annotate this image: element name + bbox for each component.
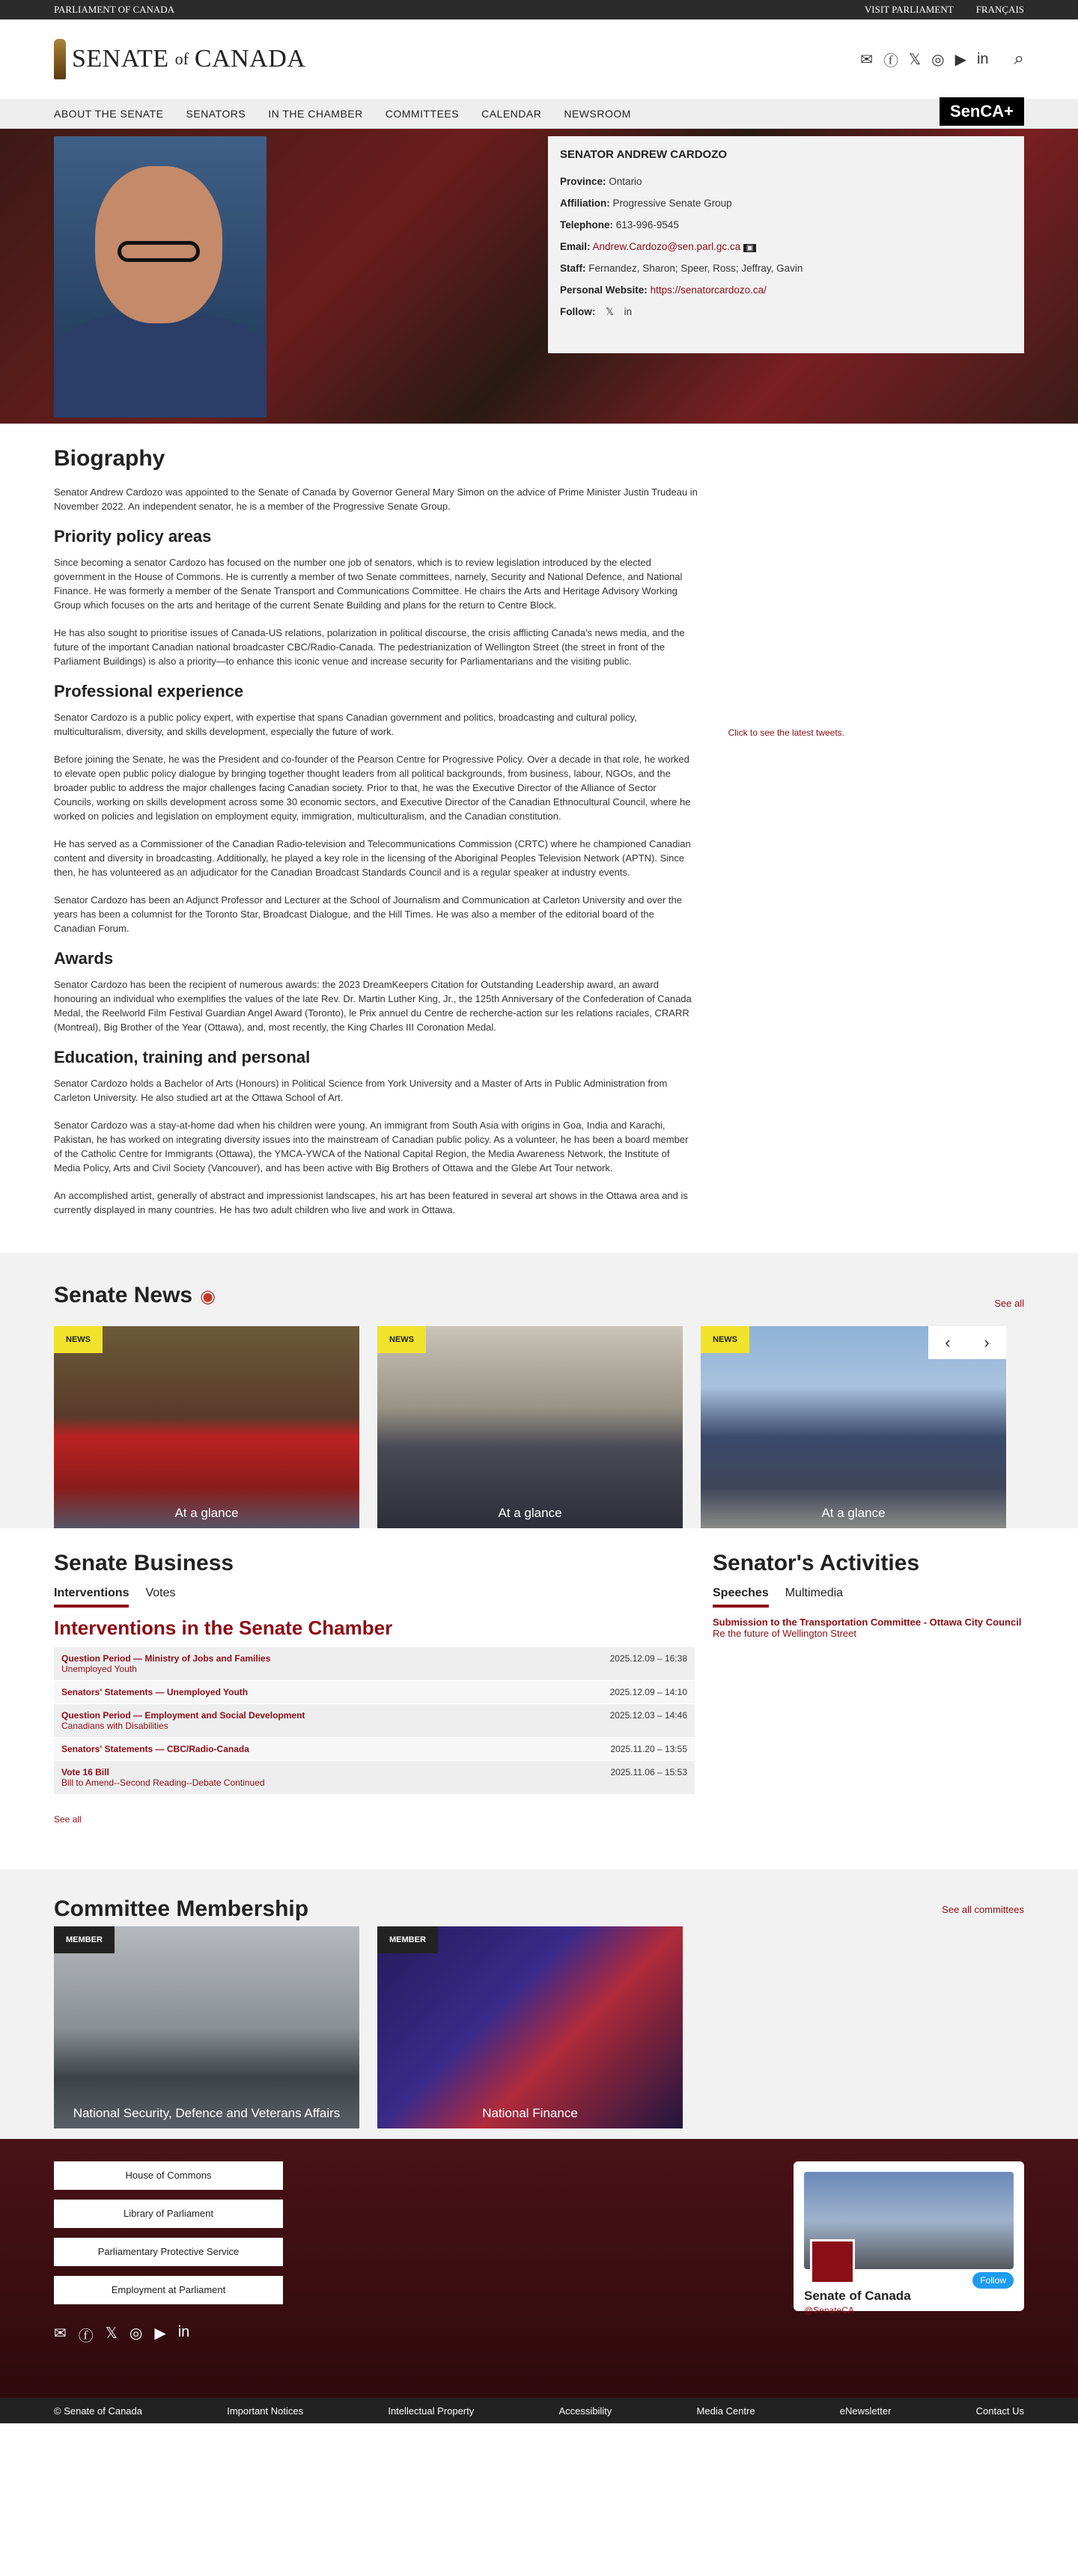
x-icon[interactable]: 𝕏 — [105, 2325, 118, 2342]
interventions-see-all[interactable]: See all — [54, 1814, 82, 1825]
table-row: Senators' Statements — CBC/Radio-Canada 2025.11.20 – 13:55 — [54, 1738, 695, 1761]
x-icon[interactable]: 𝕏 — [909, 51, 922, 68]
linkedin-icon[interactable]: in — [976, 50, 989, 67]
news-card[interactable]: NEWS At a glance ‹ › — [701, 1326, 1006, 1528]
table-row: Senators' Statements — Unemployed Youth 2025.12.09 – 14:10 — [54, 1681, 695, 1704]
activity-link[interactable]: Submission to the Transportation Committee - Ottawa City Council — [713, 1617, 1022, 1628]
search-icon[interactable]: ⌕ — [1014, 49, 1024, 69]
youtube-icon[interactable]: ▶ — [154, 2325, 166, 2342]
visit-parliament-link[interactable]: VISIT PARLIAMENT — [864, 4, 954, 15]
senator-info-card: SENATOR ANDREW CARDOZO Province: Ontario Affiliation: Progressive Senate Group Telephone: 613-996-9545 Email: Andrew.Cardozo@sen.parl.gc.ca ▣ Staff: Fernandez, Sharon; Speer, Ross; Jeffray, Gavin Personal Website: https://senatorcardozo.ca/ Follow: 𝕏 in — [548, 136, 1024, 353]
chevron-left-icon[interactable]: ‹ — [928, 1326, 967, 1359]
language-toggle[interactable]: FRANÇAIS — [975, 4, 1024, 15]
table-row: Question Period — Ministry of Jobs and Families Unemployed Youth 2025.12.09 – 16:38 — [54, 1647, 695, 1681]
province: Ontario — [609, 176, 642, 187]
news-see-all[interactable]: See all — [994, 1298, 1024, 1309]
chevron-right-icon[interactable]: › — [967, 1326, 1006, 1359]
senator-name: SENATOR ANDREW CARDOZO — [560, 148, 728, 161]
footer-ip[interactable]: Intellectual Property — [388, 2405, 475, 2417]
tab-multimedia[interactable]: Multimedia — [785, 1587, 844, 1599]
youtube-icon[interactable]: ▶ — [954, 51, 966, 68]
nav-committees[interactable]: COMMITTEES — [385, 108, 460, 120]
tab-interventions[interactable]: Interventions — [54, 1587, 129, 1608]
top-bar — [0, 0, 1078, 19]
tab-speeches[interactable]: Speeches — [713, 1587, 769, 1608]
footer-media[interactable]: Media Centre — [696, 2405, 755, 2417]
x-icon[interactable]: 𝕏 — [606, 306, 614, 317]
nav-chamber[interactable]: IN THE CHAMBER — [268, 108, 363, 120]
senate-avatar — [810, 2239, 855, 2284]
senate-business: Senate Business Interventions Votes Interventions in the Senate Chamber Question Period — Ministry of Jobs and Families Unemployed Youth 2025.12.09 – 16:38 Senators' Statements — Unemployed Youth 2025.12.09 – 14:10 Question Period — Employment and Social Development Canadians with Disabilities 2025.12.03 – 14:46 Senators' Statements — CBC/Radio-Canada 2025.11.20 – 13:55 Vote 16 Bill Bill to Amend--Second Reading--Debate Continued 2025.11.06 – 15:53 See all — [54, 1551, 695, 1825]
table-row: Question Period — Employment and Social Development Canadians with Disabilities 2025.12.03 – 14:46 — [54, 1704, 695, 1738]
news-title: Senate News — [54, 1283, 193, 1307]
footer-link-library[interactable]: Library of Parliament — [54, 2200, 283, 2228]
rss-icon[interactable]: ◉ — [200, 1287, 216, 1307]
website-link[interactable]: https://senatorcardozo.ca/ — [650, 284, 767, 296]
nav-senators[interactable]: SENATORS — [186, 108, 246, 120]
biography: Biography Senator Andrew Cardozo was appointed to the Senate of Canada by Governor General Mary Simon on the advice of Prime Minister Justin Trudeau in November 2022. An independent senator, he is a member of the Progressive Senate Group. Priority policy areas Since becoming a senator Cardozo has focused on the number one job of senators, which is to review legislation introduced by the elected government in the House of Commons. He is currently a member of two Senate committees, namely, Security and National Defence, and National Finance. He was formerly a member of the Senate Transport and Communications Committee. He chairs the Arts and Heritage Advisory Working Group which focuses on the arts and heritage of the current Senate Building and plans for the return to Centre Block. He has also sought to prioritise issues of Canada-US relations, polarization in political discourse, the crisis afflicting Canada's news media, and the future of the important Canadian national broadcaster CBC/Radio-Canada. The pedestrianization of Wellington Street (the street in front of the Parliament Buildings) is also a priority—to enhance this iconic venue and increase security for Parliamentarians and the visiting public. Professional experience Senator Cardozo is a public policy expert, with expertise that spans Canadian government and politics, broadcasting and cultural policy, multiculturalism, diversity, and skills development, especially the future of work. Before joining the Senate, he was the President and co-founder of the Pearson Centre for Progressive Policy. Over a decade in that role, he worked to elevate open public policy dialogue by bringing together thought leaders from all political backgrounds, from business, labour, NGOs, and the broader public to address the major challenges facing Canadian society. Prior to that, he was the Executive Director of the Alliance of Sector Councils, working on skills development across some 30 economic sectors, and Executive Director of the Canadian Ethnocultural Council, where he worked on policies and legislation on employment equity, immigration, multiculturalism, and the Canadian constitution. He has served as a Commissioner of the Canadian Radio-television and Telecommunications Commission (CRTC) where he championed Canadian content and diversity in broadcasting. Additionally, he played a key role in the licensing of the Aboriginal Peoples Television Network (APTN). Since then, he has volunteered as an adjudicator for the Canadian Broadcast Standards Council and is a regular speaker at industry events. Senator Cardozo has been an Adjunct Professor and Lecturer at the School of Journalism and Communication at Carleton University and over the years has been a columnist for the Toronto Star, Broadcast Dialogue, and the Hill Times. He was also a member of the editorial board of the Canadian Forum. Awards Senator Cardozo has been the recipient of numerous awards: the 2023 DreamKeepers Citation for Outstanding Leadership award, an award honouring an individual who exemplifies the values of the late Rev. Dr. Martin Luther King, Jr., the 125th Anniversary of the Confederation of Canada Medal, the Reelworld Film Festival Guardian Angel Award (Toronto), le Prix annuel du Centre de recherche-action sur les relations raciales, CRARR (Montreal), Big Brother of the Year (Ottawa), and, most recently, the King Charles III Coronation Medal. Education, training and personal Senator Cardozo holds a Bachelor of Arts (Honours) in Political Science from York University and a Master of Arts in Public Administration from Carleton University. He also studied art at the Ottawa School of Art. Senator Cardozo was a stay-at-home dad when his children were young. An immigrant from South Asia with origins in Goa, India and Karachi, Pakistan, he has worked on integrating diversity issues into the mainstream of Canadian public policy. As a volunteer, he has been a board member of the Catholic Centre for Immigrants (Ottawa), the YMCA-YWCA of the National Capital Region, the Media Awareness Network, the Institute of Media Policy, Arts and Civil Society (Vancouver), and has been active with Big Brothers of Ottawa and the Glebe Art Tour network. An accomplished artist, generally of abstract and impressionist landscapes, his art has been featured in several art shows in the Ottawa area and is currently displayed in many countries. He has two adult children who live and work in Ottawa. — [54, 446, 698, 1215]
facebook-icon[interactable]: ⓕ — [883, 52, 898, 70]
news-card[interactable]: NEWS At a glance — [54, 1326, 359, 1528]
senate-logo[interactable]: SENATE of CANADA — [54, 39, 305, 79]
footer-link-house-of-commons[interactable]: House of Commons — [54, 2161, 283, 2190]
footer-link-protective-service[interactable]: Parliamentary Protective Service — [54, 2238, 283, 2266]
nav-newsroom[interactable]: NEWSROOM — [564, 108, 631, 120]
site-header — [0, 19, 1078, 99]
activity-link[interactable]: Re the future of Wellington Street — [713, 1628, 856, 1639]
parliament-label: PARLIAMENT OF CANADA — [54, 4, 175, 15]
latest-tweets-link[interactable]: Click to see the latest tweets. — [728, 727, 844, 738]
news-card[interactable]: NEWS At a glance — [377, 1326, 683, 1528]
instagram-icon[interactable]: ◎ — [931, 51, 945, 68]
instagram-icon[interactable]: ◎ — [129, 2325, 143, 2342]
footer-notices[interactable]: Important Notices — [227, 2405, 304, 2417]
senate-news — [0, 1253, 1078, 1528]
committees-see-all[interactable]: See all committees — [942, 1904, 1024, 1915]
footer-newsletter[interactable]: eNewsletter — [839, 2405, 892, 2417]
vcard-icon[interactable]: ▣ — [743, 244, 756, 252]
email-icon[interactable]: ✉ — [54, 2325, 67, 2342]
mace-icon — [54, 39, 66, 79]
committee-card[interactable]: MEMBER National Security, Defence and Veterans Affairs — [54, 1926, 359, 2128]
facebook-icon[interactable]: ⓕ — [78, 2328, 94, 2345]
follow-button[interactable]: Follow — [972, 2272, 1014, 2289]
footer-link-employment[interactable]: Employment at Parliament — [54, 2276, 283, 2304]
email-icon[interactable]: ✉ — [860, 51, 873, 68]
affiliation: Progressive Senate Group — [612, 198, 732, 209]
email-link[interactable]: Andrew.Cardozo@sen.parl.gc.ca — [592, 241, 741, 252]
telephone: 613-996-9545 — [615, 219, 679, 231]
committee-membership: Committee Membership See all committees MEMBER National Security, Defence and Veterans Affairs MEMBER National Finance — [0, 1870, 1078, 2139]
senator-hero — [0, 129, 1078, 424]
nav-about[interactable]: ABOUT THE SENATE — [54, 108, 164, 120]
senator-portrait — [54, 136, 267, 418]
linkedin-icon[interactable]: in — [624, 306, 633, 317]
site-footer: House of Commons Library of Parliament Parliamentary Protective Service Employment at Parliament ✉ ⓕ 𝕏 ◎ ▶ in Follow Senate of Canada @SenateCA © Senate of Canada Important Notices Intellectual Property Accessibility Media Centre eNewsletter Contact Us — [0, 2139, 1078, 2423]
interventions-list — [54, 1647, 695, 1795]
footer-contact[interactable]: Contact Us — [975, 2405, 1024, 2417]
senator-activities: Senator's Activities Speeches Multimedia Submission to the Transportation Committee - Ottawa City Council Re the future of Wellington Street — [713, 1551, 1024, 1825]
main-nav — [0, 99, 1078, 129]
twitter-widget[interactable]: Follow Senate of Canada @SenateCA — [794, 2161, 1024, 2311]
staff: Fernandez, Sharon; Speer, Ross; Jeffray, Gavin — [588, 263, 803, 274]
biography-title: Biography — [54, 446, 165, 471]
tab-votes[interactable]: Votes — [145, 1587, 176, 1599]
nav-calendar[interactable]: CALENDAR — [481, 108, 542, 120]
committee-card[interactable]: MEMBER National Finance — [377, 1926, 683, 2128]
footer-accessibility[interactable]: Accessibility — [558, 2405, 612, 2417]
linkedin-icon[interactable]: in — [177, 2324, 190, 2340]
senca-button[interactable]: SenCA+ — [940, 97, 1024, 126]
table-row: Vote 16 Bill Bill to Amend--Second Reading--Debate Continued 2025.11.06 – 15:53 — [54, 1761, 695, 1795]
